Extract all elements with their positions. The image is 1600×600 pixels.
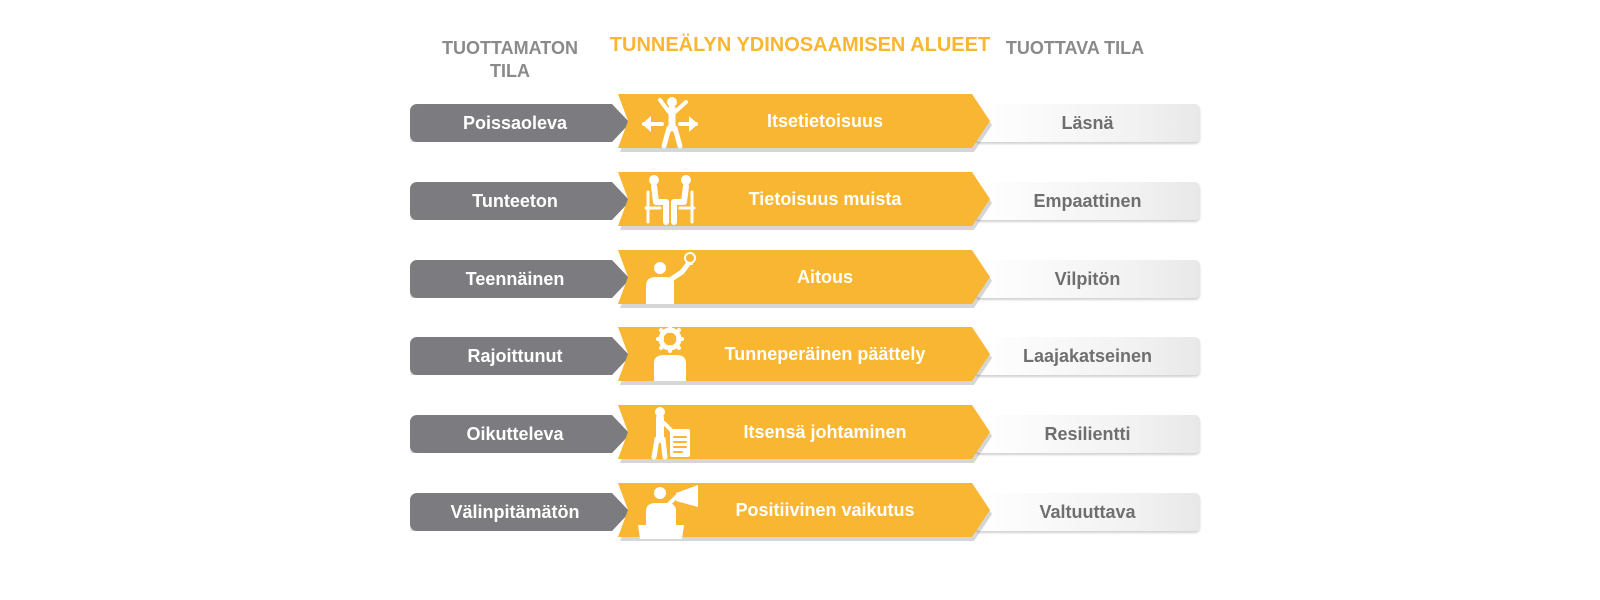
productive-state-pill: Valtuuttava bbox=[975, 493, 1200, 531]
productive-state-pill: Laajakatseinen bbox=[975, 337, 1200, 375]
unproductive-state-label: Rajoittunut bbox=[467, 346, 563, 366]
competency-label: Positiivinen vaikutus bbox=[735, 500, 915, 520]
productive-state-pill: Resilientti bbox=[975, 415, 1200, 453]
competency-row bbox=[0, 250, 1600, 310]
productive-state-pill: Vilpitön bbox=[975, 260, 1200, 298]
unproductive-state-label: Välinpitämätön bbox=[450, 502, 580, 522]
productive-state-pill: Läsnä bbox=[975, 104, 1200, 142]
unproductive-state-label: Oikutteleva bbox=[466, 424, 564, 444]
competency-row bbox=[0, 405, 1600, 465]
unproductive-state-label: Teennäinen bbox=[465, 269, 565, 289]
productive-state-pill: Empaattinen bbox=[975, 182, 1200, 220]
unproductive-state-label: Tunteeton bbox=[472, 191, 558, 211]
competency-label: Itsensä johtaminen bbox=[743, 422, 907, 442]
competency-label: Tunneperäinen päättely bbox=[724, 344, 926, 364]
competency-row bbox=[0, 483, 1600, 543]
header-core-competencies: TUNNEÄLYN YDINOSAAMISEN ALUEET bbox=[609, 34, 991, 56]
header-unproductive-state: TUOTTAMATON TILA bbox=[442, 38, 578, 81]
competency-row bbox=[0, 327, 1600, 387]
competency-label: Aitous bbox=[797, 267, 853, 287]
competency-label: Tietoisuus muista bbox=[748, 189, 902, 209]
competency-row bbox=[0, 94, 1600, 154]
unproductive-state-label: Poissaoleva bbox=[462, 113, 568, 133]
competency-row bbox=[0, 172, 1600, 232]
header-productive-state: TUOTTAVA TILA bbox=[1005, 38, 1145, 58]
competency-label: Itsetietoisuus bbox=[766, 111, 884, 131]
